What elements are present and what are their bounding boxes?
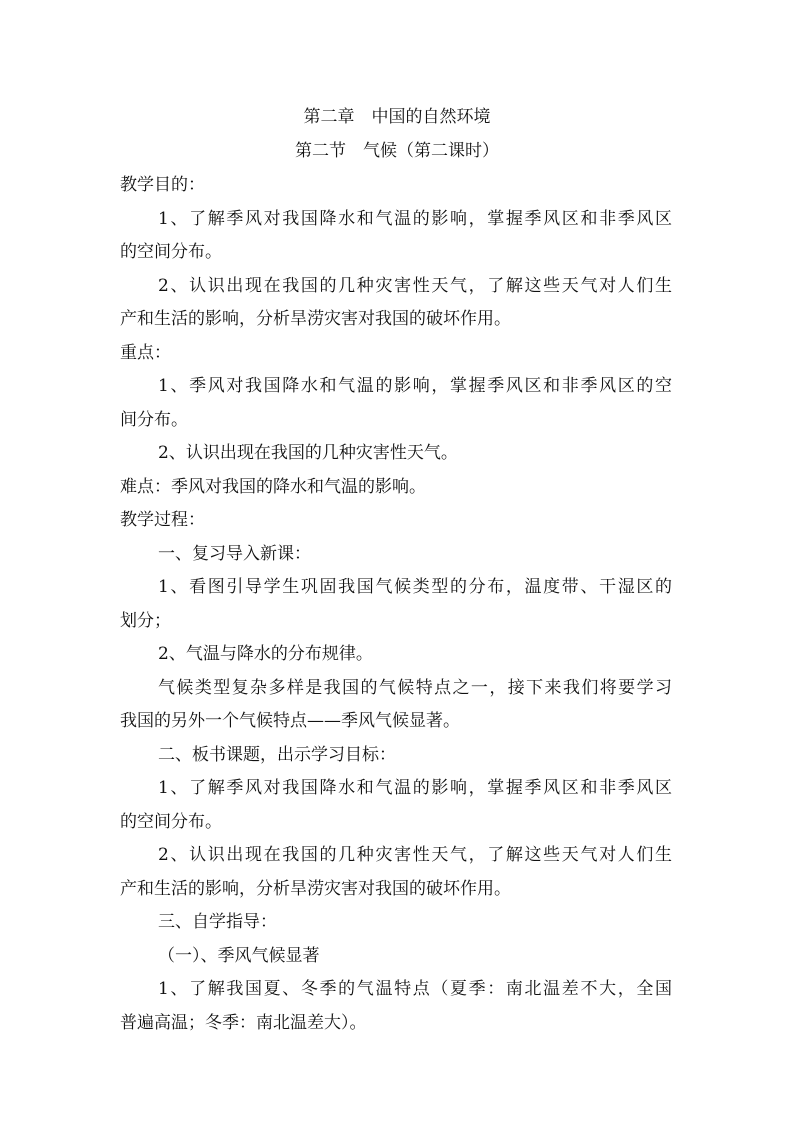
section-title: 第二节 气候（第二课时） [295, 141, 499, 161]
paragraph-line: 2、认识出现在我国的几种灾害性天气，了解这些天气对人们生 [158, 845, 672, 865]
chapter-title: 第二章 中国的自然环境 [303, 107, 491, 127]
paragraph-line: 三、自学指导： [158, 912, 277, 932]
paragraph-line: 1、了解季风对我国降水和气温的影响，掌握季风区和非季风区 [158, 778, 672, 798]
paragraph-line: 产和生活的影响，分析旱涝灾害对我国的破坏作用。 [120, 879, 511, 899]
paragraph-line: 1、了解我国夏、冬季的气温特点（夏季：南北温差不大，全国 [158, 979, 672, 999]
paragraph-line: 重点： [120, 343, 171, 363]
paragraph-line: 二、板书课题，出示学习目标： [158, 745, 396, 765]
paragraph-line: 1、季风对我国降水和气温的影响，掌握季风区和非季风区的空 [158, 376, 672, 396]
paragraph-line: 2、认识出现在我国的几种灾害性天气。 [158, 443, 458, 463]
paragraph-line: 2、气温与降水的分布规律。 [158, 644, 373, 664]
paragraph-line: 普遍高温；冬季：南北温差大）。 [120, 1013, 367, 1033]
paragraph-line: 难点：季风对我国的降水和气温的影响。 [120, 477, 426, 497]
paragraph-line: 我国的另外一个气候特点——季风气候显著。 [120, 711, 460, 731]
paragraph-line: 的空间分布。 [120, 242, 222, 262]
paragraph-line: 1、了解季风对我国降水和气温的影响，掌握季风区和非季风区 [158, 209, 672, 229]
paragraph-line: 一、复习导入新课： [158, 544, 311, 564]
paragraph-line: 2、认识出现在我国的几种灾害性天气，了解这些天气对人们生 [158, 276, 672, 296]
paragraph-line: 教学目的： [120, 175, 205, 195]
paragraph-line: 的空间分布。 [120, 812, 222, 832]
paragraph-line: 间分布。 [120, 410, 188, 430]
paragraph-line: 气候类型复杂多样是我国的气候特点之一，接下来我们将要学习 [158, 678, 672, 698]
paragraph-line: 1、看图引导学生巩固我国气候类型的分布，温度带、干湿区的 [158, 577, 672, 597]
paragraph-line: 划分； [120, 611, 171, 631]
paragraph-line: 产和生活的影响，分析旱涝灾害对我国的破坏作用。 [120, 309, 511, 329]
paragraph-line: （一）、季风气候显著 [158, 946, 320, 966]
paragraph-line: 教学过程： [120, 510, 205, 530]
